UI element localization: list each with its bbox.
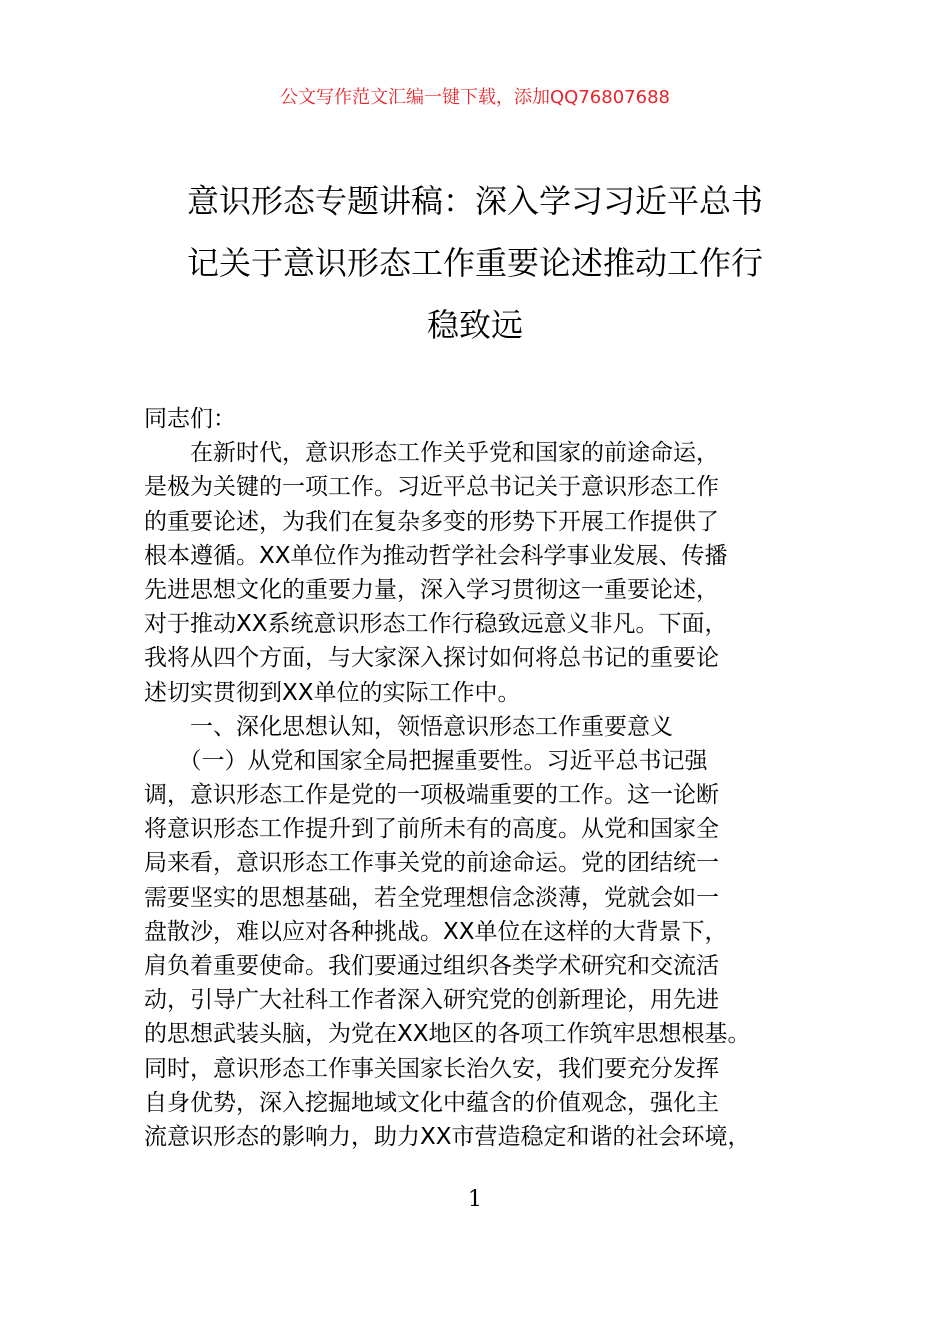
body-line: 需要坚实的思想基础，若全党理想信念淡薄，党就会如一 bbox=[144, 884, 719, 911]
body-line: 同时，意识形态工作事关国家长治久安，我们要充分发挥 bbox=[144, 1055, 719, 1082]
body-line: 述切实贯彻到XX单位的实际工作中。 bbox=[144, 679, 521, 706]
salutation: 同志们： bbox=[144, 406, 236, 432]
body-line: 动，引导广大社科工作者深入研究党的创新理论，用先进 bbox=[144, 987, 719, 1014]
body-line: 局来看，意识形态工作事关党的前途命运。党的团结统一 bbox=[144, 850, 719, 877]
body-line: 是极为关键的一项工作。习近平总书记关于意识形态工作 bbox=[144, 474, 719, 501]
document-title bbox=[150, 170, 800, 356]
body-line: 肩负着重要使命。我们要通过组织各类学术研究和交流活 bbox=[144, 953, 719, 979]
body-line: 调，意识形态工作是党的一项极端重要的工作。这一论断 bbox=[144, 782, 719, 809]
body-line: 的思想武装头脑，为党在XX地区的各项工作筑牢思想根基。 bbox=[144, 1021, 751, 1048]
body-line: 根本遵循。XX单位作为推动哲学社会科学事业发展、传播 bbox=[144, 542, 728, 569]
title-line: 意识形态专题讲稿：深入学习习近平总书 bbox=[186, 182, 763, 220]
title-line: 稳致远 bbox=[426, 306, 523, 344]
body-line: 先进思想文化的重要力量，深入学习贯彻这一重要论述， bbox=[144, 576, 719, 603]
body-line: 自身优势，深入挖掘地域文化中蕴含的价值观念，强化主 bbox=[144, 1089, 719, 1116]
body-line: 的重要论述，为我们在复杂多变的形势下开展工作提供了 bbox=[144, 508, 719, 535]
header-promo-text: 公文写作范文汇编一键下载，添加QQ76807688 bbox=[280, 87, 670, 108]
page-number: 1 bbox=[468, 1187, 482, 1212]
body-line: 在新时代，意识形态工作关乎党和国家的前途命运， bbox=[144, 440, 719, 467]
document-body bbox=[144, 402, 824, 1154]
body-line: 我将从四个方面，与大家深入探讨如何将总书记的重要论 bbox=[144, 645, 719, 672]
body-line: （一）从党和国家全局把握重要性。习近平总书记强 bbox=[144, 747, 708, 774]
body-line: 盘散沙，难以应对各种挑战。XX单位在这样的大背景下， bbox=[144, 918, 728, 945]
title-line: 记关于意识形态工作重要论述推动工作行 bbox=[186, 244, 763, 282]
body-line: 将意识形态工作提升到了前所未有的高度。从党和国家全 bbox=[144, 816, 719, 843]
body-line: 对于推动XX系统意识形态工作行稳致远意义非凡。下面， bbox=[144, 611, 728, 638]
body-line: 流意识形态的影响力，助力XX市营造稳定和谐的社会环境， bbox=[144, 1123, 751, 1150]
section-heading: 一、深化思想认知，领悟意识形态工作重要意义 bbox=[144, 713, 673, 740]
